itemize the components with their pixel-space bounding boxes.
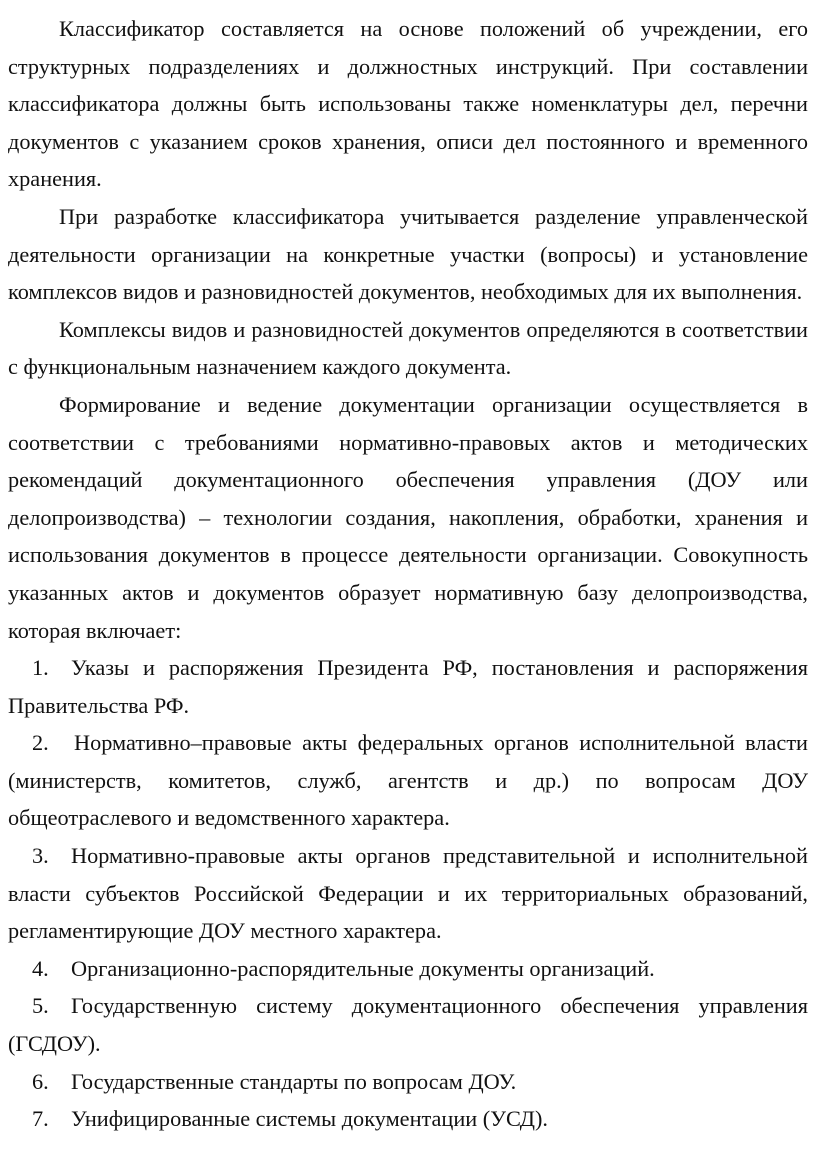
paragraph-normative-base: Формирование и ведение документации организации осуществляется в соответствии с требованиями нормативно-правовых актов и методических рекомендаций документационного обеспечения управления (ДОУ или делопроизводства) – технологии создания, накопления, обработки, хранения и использования документов в процессе деятельности организации. Совокупность указанных актов и документов образует нормативную базу делопроизводства, которая включает: [8,391,808,643]
list-item [8,837,808,950]
list-item [8,724,808,837]
list-item-number: 7. [32,1106,49,1132]
list-item-text: Организационно-распорядительные документы организаций. [71,955,655,981]
document-page [8,10,808,1138]
paragraph-classifier-basis: Классификатор составляется на основе положений об учреждении, его структурных подразделениях и должностных инструкций. При составлении классификатора должны быть использованы также номенклатуры дел, перечни документов с указанием сроков хранения, описи дел постоянного и временного хранения. [8,16,808,192]
list-item-number: 4. [32,955,49,981]
list-item-text: Унифицированные системы документации (УСД). [71,1106,548,1132]
normative-base-list [8,649,808,1138]
list-item-number: 6. [32,1068,49,1094]
list-item-text: Нормативно–правовые акты федеральных органов исполнительной власти (министерств, комитетов, служб, агентств и др.) по вопросам ДОУ общеотраслевого и ведомственного характера. [8,730,808,831]
list-item-number: 5. [32,993,49,1019]
list-item-text: Указы и распоряжения Президента РФ, постановления и распоряжения Правительства РФ. [8,655,808,718]
list-item [8,950,808,988]
list-item-text: Государственные стандарты по вопросам ДОУ. [71,1068,517,1094]
list-item-number: 2. [32,730,49,756]
paragraph-classifier-development: При разработке классификатора учитывается разделение управленческой деятельности организации на конкретные участки (вопросы) и установление комплексов видов и разновидностей документов, необходимых для их выполнения. [8,203,808,305]
list-item [8,649,808,724]
list-item-text: Государственную систему документационного обеспечения управления (ГСДОУ). [8,993,808,1057]
list-item [8,1063,808,1101]
list-item-number: 3. [32,843,49,869]
paragraph-document-complexes: Комплексы видов и разновидностей документов определяются в соответствии с функциональным назначением каждого документа. [8,316,808,380]
list-item [8,1100,808,1138]
list-item [8,987,808,1062]
list-item-text: Нормативно-правовые акты органов представительной и исполнительной власти субъектов Российской Федерации и их территориальных образований, регламентирующие ДОУ местного характера. [8,843,808,944]
list-item-number: 1. [32,655,49,681]
